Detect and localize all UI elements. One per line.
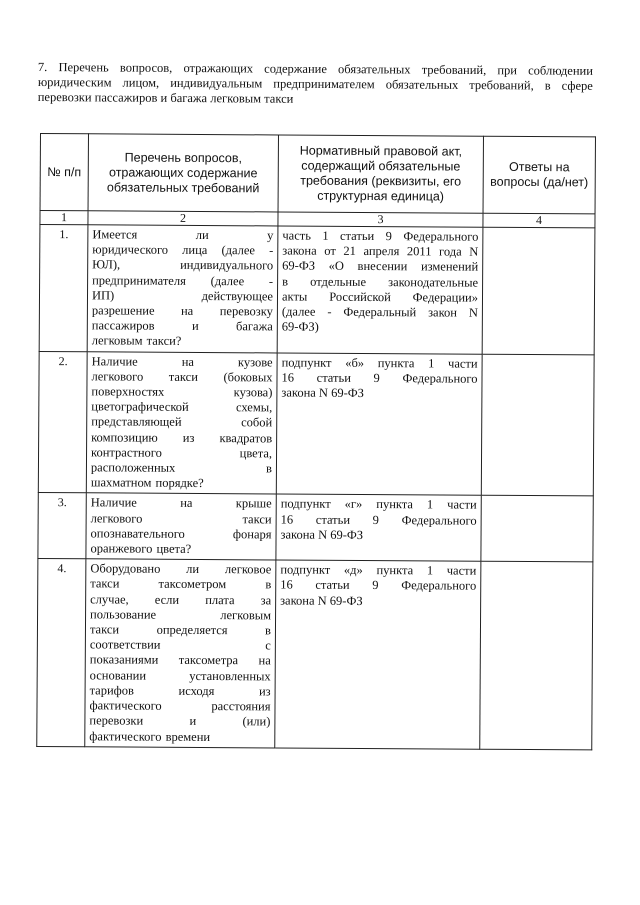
question-text-line: юридического лица (далее - <box>92 242 274 258</box>
section-intro: 7. Перечень вопросов, отражающих содержание обязательных требований, при соблюдении юридическим лицом, индивидуальным предпринимателем обязательных требований, в сфере перевозки пассажиров и багажа легковым такси <box>37 60 593 106</box>
legal-act-text-line: 16 статьи 9 Федерального <box>280 512 477 528</box>
column-number: 4 <box>483 213 595 228</box>
question-text-line: пассажиров и багажа <box>91 318 273 334</box>
question-text-line: Наличие на кузове <box>91 353 273 370</box>
question-text-line: основании установленных <box>89 668 271 684</box>
question-text-line: разрешение на перевозку <box>91 303 273 319</box>
question-text-line: ИП) действующее <box>91 288 274 304</box>
legal-act-text-line: 69-ФЗ) <box>281 319 319 334</box>
question-text-line: расположенных в <box>90 460 272 476</box>
question-text-line: соответствии с <box>89 637 271 653</box>
legal-act-text-line: закона от 21 апреля 2011 года N <box>282 243 479 259</box>
header-answer: Ответы на вопросы (да/нет) <box>483 136 595 214</box>
question-cell <box>86 351 277 494</box>
question-text-line: фактического расстояния <box>89 698 271 714</box>
row-number: 1. <box>39 225 88 352</box>
question-text-line: такси таксометром в <box>90 576 272 592</box>
answer-cell[interactable] <box>481 354 594 497</box>
legal-act-text-line: подпункт «б» пункта 1 части <box>281 355 478 371</box>
table-row <box>38 351 594 496</box>
question-text-line: цветографической схемы, <box>91 399 273 415</box>
column-number: 3 <box>278 212 483 227</box>
question-text-line: Оборудовано ли легковое <box>90 561 272 577</box>
question-text-line: Наличие на крыше <box>90 495 272 511</box>
question-text-line: показаниями таксометра на <box>89 652 271 668</box>
requirements-table <box>36 133 596 750</box>
question-cell <box>86 493 276 560</box>
question-text-line: представляющей собой <box>91 414 273 430</box>
legal-act-cell <box>276 494 481 561</box>
legal-act-text-line: 69-ФЗ «О внесении изменений <box>282 258 479 275</box>
legal-act-text-line: (далее - Федеральный закон N <box>281 304 478 320</box>
question-text-line: контрастного цвета, <box>91 445 273 461</box>
question-text-line: поверхностях кузова) <box>91 384 273 400</box>
question-text-line: фактического времени <box>89 728 211 744</box>
question-text-line: легкового такси <box>90 510 272 527</box>
question-text-line: композицию из квадратов <box>91 429 273 446</box>
answer-cell[interactable] <box>480 561 593 749</box>
legal-act-cell <box>276 353 482 496</box>
column-number: 1 <box>40 211 88 225</box>
legal-act-text-line: акты Российской Федерации» <box>281 289 479 305</box>
table-row <box>37 559 593 750</box>
question-cell <box>85 559 276 748</box>
legal-act-text-line: часть 1 статьи 9 Федерального <box>282 228 479 244</box>
question-text-line: опознавательного фонаря <box>90 526 272 542</box>
question-text-line: предпринимателя (далее - <box>92 272 274 289</box>
legal-act-cell <box>277 226 483 354</box>
legal-act-text-line: 16 статьи 9 Федерального <box>281 370 478 386</box>
question-text-line: такси определяется в <box>89 622 272 638</box>
question-text-line: легковым такси? <box>91 333 182 349</box>
legal-act-cell <box>275 560 481 749</box>
question-text-line: Имеется ли у <box>92 227 274 243</box>
column-number: 2 <box>88 211 278 226</box>
table-row <box>38 493 593 562</box>
legal-act-text-line: закона N 69-ФЗ <box>280 527 364 542</box>
legal-act-text-line: 16 статьи 9 Федерального <box>280 577 477 594</box>
table-body <box>37 225 595 750</box>
header-question: Перечень вопросов, отражающих содержание обязательных требований <box>88 134 278 212</box>
table-header-row <box>40 134 595 214</box>
legal-act-text-line: подпункт «д» пункта 1 части <box>280 562 477 578</box>
question-text-line: пользование легковым <box>90 607 272 623</box>
row-number: 3. <box>38 493 86 559</box>
legal-act-text-line: закона N 69-ФЗ <box>281 385 364 401</box>
question-text-line: ЮЛ), индивидуального <box>92 257 274 273</box>
legal-act-text-line: в отдельные законодательные <box>282 274 479 290</box>
answer-cell[interactable] <box>481 496 593 562</box>
row-number: 4. <box>37 559 86 747</box>
question-text-line: перевозки и (или) <box>89 713 271 729</box>
question-text-line: случае, если плата за <box>90 591 272 608</box>
legal-act-text-line: закона N 69-ФЗ <box>280 593 363 608</box>
table-row <box>39 225 595 355</box>
header-num: № п/п <box>40 134 88 211</box>
question-text-line: легкового такси (боковых <box>91 369 273 385</box>
header-act: Нормативный правовой акт, содержащий обязательные требования (реквизиты, его структурная единица) <box>278 135 483 213</box>
question-cell <box>87 225 278 353</box>
question-text-line: оранжевого цвета? <box>90 541 192 556</box>
answer-cell[interactable] <box>482 227 595 354</box>
row-number: 2. <box>38 351 87 493</box>
question-text-line: тарифов исходя из <box>89 683 271 699</box>
legal-act-text-line: подпункт «г» пункта 1 части <box>280 496 477 513</box>
question-text-line: шахматном порядке? <box>90 475 204 491</box>
